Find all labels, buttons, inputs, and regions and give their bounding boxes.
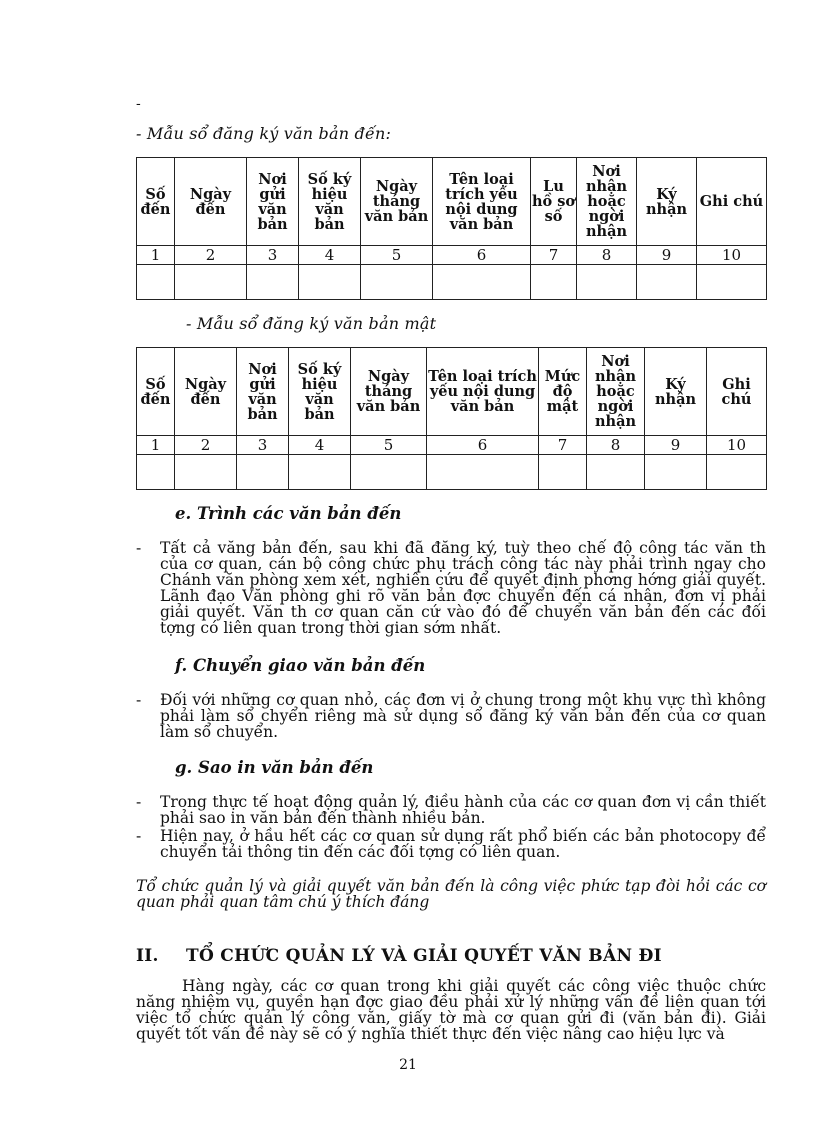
empty-cell <box>137 265 175 300</box>
header-cell: Ngày đến <box>175 158 247 246</box>
empty-cell <box>361 265 433 300</box>
header-cell: Ký nhận <box>645 348 707 436</box>
column-number: 4 <box>299 246 361 265</box>
table1-caption: - Mẫu sổ đăng ký văn bản đến: <box>136 124 392 143</box>
empty-cell <box>707 455 767 490</box>
column-number-row <box>137 246 767 265</box>
empty-cell <box>247 265 299 300</box>
column-number: 6 <box>433 246 531 265</box>
bullet-text: Tất cả văng bản đến, sau khi đã đăng ký, tuỳ theo chế độ công tác văn th của cơ quan, cán bộ công chức phụ trách công tác này phải trình ngay cho Chánh văn phòng xem xét, nghiên cứu để quyết định phơng hớng giải quyết. Lãnh đạo Văn phòng ghi rõ văn bản đợc chuyển đến cá nhân, đơn vị phải giải quyết. Văn th cơ quan căn cứ vào đó để chuyển văn bản đến các đối tợng có liên quan trong thời gian sớm nhất. <box>160 539 766 637</box>
header-cell: Ký nhận <box>637 158 697 246</box>
empty-cell <box>137 455 175 490</box>
section-e-heading: e. Trình các văn bản đến <box>175 504 402 523</box>
column-number: 2 <box>175 246 247 265</box>
bullet-paragraph <box>136 540 766 636</box>
header-cell: Nơi gửi văn bản <box>237 348 289 436</box>
empty-row <box>137 455 767 490</box>
column-number: 3 <box>247 246 299 265</box>
empty-cell <box>637 265 697 300</box>
table2-caption: - Mẫu sổ đăng ký văn bản mật <box>186 314 437 333</box>
column-number: 1 <box>137 436 175 455</box>
header-cell: Số đến <box>137 348 175 436</box>
column-number: 1 <box>137 246 175 265</box>
section-number: II. <box>136 946 159 966</box>
header-row <box>137 348 767 436</box>
header-cell: Ghi chú <box>707 348 767 436</box>
empty-cell <box>577 265 637 300</box>
column-number: 10 <box>697 246 767 265</box>
bullet-marker: - <box>136 691 142 709</box>
column-number: 8 <box>587 436 645 455</box>
header-cell: Nơi nhận hoặc ngời nhận <box>577 158 637 246</box>
conclusion-text: Tổ chức quản lý và giải quyết văn bản đến là công việc phức tạp đòi hỏi các cơ quan phải quan tâm chú ý thích đáng <box>136 877 766 911</box>
header-cell: Số ký hiệu văn bản <box>289 348 351 436</box>
section-ii-heading <box>136 946 766 966</box>
header-cell: Số ký hiệu văn bản <box>299 158 361 246</box>
column-number: 9 <box>645 436 707 455</box>
header-cell: Tên loại trích yếu nội dung văn bản <box>433 158 531 246</box>
column-number: 6 <box>427 436 539 455</box>
header-cell: Số đến <box>137 158 175 246</box>
empty-cell <box>299 265 361 300</box>
header-cell: Nơi nhận hoặc ngời nhận <box>587 348 645 436</box>
column-number: 7 <box>531 246 577 265</box>
bullet-text: Hiện nay, ở hầu hết các cơ quan sử dụng rất phổ biến các bản photocopy để chuyển tải thông tin đến các đối tợng có liên quan. <box>160 827 766 861</box>
bullet-paragraph <box>136 794 766 826</box>
column-number: 5 <box>351 436 427 455</box>
header-cell: Lu hồ sơ số <box>531 158 577 246</box>
bullet-marker: - <box>136 539 142 557</box>
header-cell: Tên loại trích yếu nội dung văn bản <box>427 348 539 436</box>
section-title: TỔ CHỨC QUẢN LÝ VÀ GIẢI QUYẾT VĂN BẢN ĐI <box>186 946 662 966</box>
section-f-heading: f. Chuyển giao văn bản đến <box>175 656 426 675</box>
empty-cell <box>433 265 531 300</box>
confidential-register-table <box>136 347 767 490</box>
bullet-paragraph <box>136 828 766 860</box>
empty-cell <box>697 265 767 300</box>
header-cell: Ngày tháng văn bản <box>351 348 427 436</box>
page-number: 21 <box>399 1057 417 1073</box>
column-number: 9 <box>637 246 697 265</box>
column-number: 8 <box>577 246 637 265</box>
column-number: 4 <box>289 436 351 455</box>
empty-cell <box>645 455 707 490</box>
header-cell: Nơi gửi văn bản <box>247 158 299 246</box>
column-number: 3 <box>237 436 289 455</box>
bullet-text: Đối với những cơ quan nhỏ, các đơn vị ở chung trong một khu vực thì không phải làm sổ chyển riêng mà sử dụng sổ đăng ký văn bản đến của cơ quan làm sổ chuyển. <box>160 691 766 741</box>
body-paragraph: Hàng ngày, các cơ quan trong khi giải quyết các công việc thuộc chức năng nhiệm vụ, quyền hạn đợc giao đều phải xử lý những vấn đề liên quan tới việc tổ chức quản lý công văn, giấy tờ mà cơ quan gửi đi (văn bản đi). Giải quyết tốt vấn đề này sẽ có ý nghĩa thiết thực đến việc nâng cao hiệu lực và <box>136 977 766 1043</box>
section-g-heading: g. Sao in văn bản đến <box>175 758 374 777</box>
column-number-row <box>137 436 767 455</box>
header-cell: Mức độ mật <box>539 348 587 436</box>
bullet-paragraph <box>136 692 766 740</box>
column-number: 5 <box>361 246 433 265</box>
column-number: 7 <box>539 436 587 455</box>
empty-cell <box>175 265 247 300</box>
stray-dash: - <box>136 96 141 112</box>
empty-cell <box>175 455 237 490</box>
empty-cell <box>289 455 351 490</box>
incoming-register-table <box>136 157 767 300</box>
bullet-marker: - <box>136 827 142 845</box>
column-number: 10 <box>707 436 767 455</box>
empty-row <box>137 265 767 300</box>
header-cell: Ghi chú <box>697 158 767 246</box>
empty-cell <box>351 455 427 490</box>
column-number: 2 <box>175 436 237 455</box>
empty-cell <box>427 455 539 490</box>
bullet-text: Trong thực tế hoạt động quản lý, điều hành của các cơ quan đơn vị cần thiết phải sao in văn bản đến thành nhiều bản. <box>160 793 766 827</box>
bullet-marker: - <box>136 793 142 811</box>
empty-cell <box>531 265 577 300</box>
header-row <box>137 158 767 246</box>
empty-cell <box>587 455 645 490</box>
empty-cell <box>237 455 289 490</box>
empty-cell <box>539 455 587 490</box>
header-cell: Ngày tháng văn bản <box>361 158 433 246</box>
header-cell: Ngày đến <box>175 348 237 436</box>
